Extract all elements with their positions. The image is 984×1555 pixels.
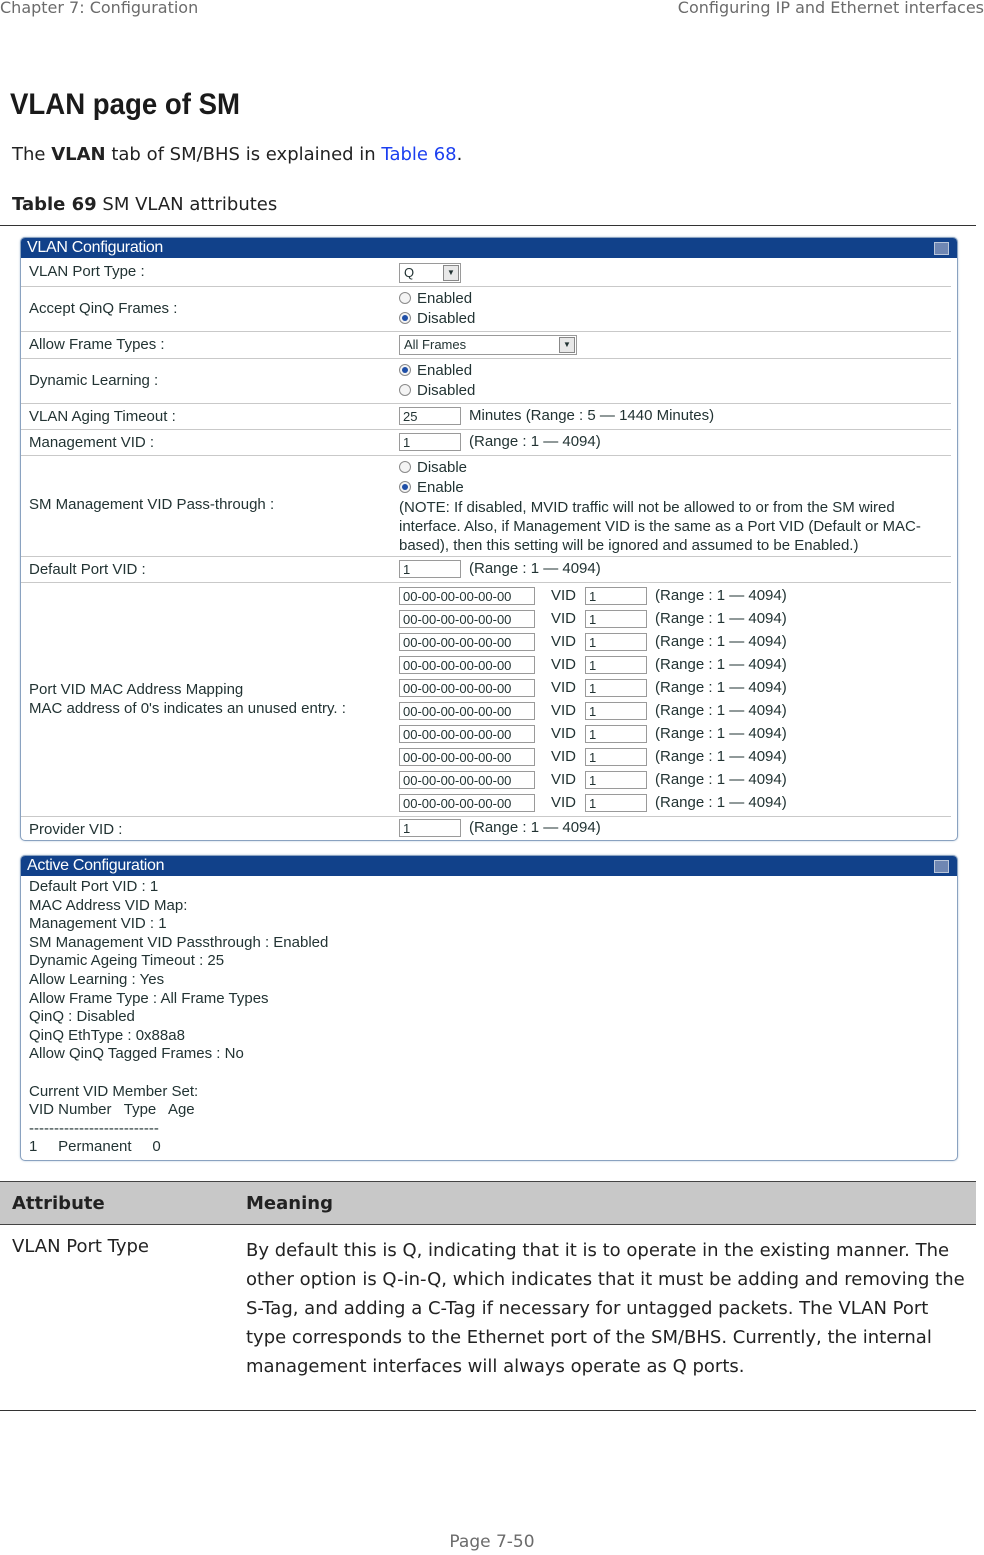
passthrough-disable-label: Disable <box>417 458 468 476</box>
row-dynamic-learning <box>21 359 951 404</box>
vid-range-hint: (Range : 1 — 4094) <box>655 610 787 627</box>
learning-enabled-label: Enabled <box>417 361 473 379</box>
port-type-value: Q <box>404 265 415 280</box>
intro-bold-vlan: VLAN <box>51 144 106 165</box>
mac-mapping-entry <box>399 745 787 768</box>
mac-address-input[interactable]: 00-00-00-00-00-00 <box>399 771 535 789</box>
vid-range-hint: (Range : 1 — 4094) <box>655 587 787 604</box>
vid-input[interactable]: 1 <box>585 794 647 812</box>
minimize-icon[interactable] <box>934 242 949 255</box>
minimize-icon[interactable] <box>934 860 949 873</box>
qinq-disabled-radio[interactable] <box>399 308 475 328</box>
attribute-cell: VLAN Port Type <box>12 1236 150 1257</box>
vid-range-hint: (Range : 1 — 4094) <box>655 794 787 811</box>
vid-label: VID <box>551 725 577 742</box>
vlan-panel-title-text: VLAN Configuration <box>27 239 164 256</box>
active-config-line: Allow QinQ Tagged Frames : No <box>29 1045 244 1063</box>
passthrough-disable-radio[interactable] <box>399 457 467 477</box>
mac-mapping-label <box>29 680 346 718</box>
table-caption <box>12 194 277 215</box>
row-qinq <box>21 287 951 332</box>
learning-disabled-radio[interactable] <box>399 380 475 400</box>
aging-timeout-input[interactable]: 25 <box>399 407 461 425</box>
vid-label: VID <box>551 587 577 604</box>
provider-vid-input[interactable]: 1 <box>399 819 461 837</box>
qinq-label: Accept QinQ Frames : <box>29 300 178 317</box>
active-config-line: Default Port VID : 1 <box>29 878 159 895</box>
mac-address-input[interactable]: 00-00-00-00-00-00 <box>399 633 535 651</box>
row-provider-vid <box>21 817 951 841</box>
mac-mapping-entry <box>399 768 787 791</box>
row-default-port-vid <box>21 557 951 583</box>
active-config-line: Management VID : 1 <box>29 915 167 933</box>
vid-input[interactable]: 1 <box>585 633 647 651</box>
vid-input[interactable]: 1 <box>585 656 647 674</box>
mac-mapping-entry <box>399 699 787 722</box>
aging-timeout-hint: Minutes (Range : 5 — 1440 Minutes) <box>469 407 715 424</box>
vid-range-hint: (Range : 1 — 4094) <box>655 633 787 650</box>
attribute-table-header <box>0 1181 976 1225</box>
port-type-label: VLAN Port Type : <box>29 263 145 280</box>
vid-input[interactable]: 1 <box>585 771 647 789</box>
qinq-disabled-label: Disabled <box>417 309 476 327</box>
mac-address-input[interactable]: 00-00-00-00-00-00 <box>399 679 535 697</box>
row-management-vid <box>21 430 951 456</box>
default-vid-label: Default Port VID : <box>29 561 146 578</box>
mac-mapping-entry <box>399 676 787 699</box>
vid-range-hint: (Range : 1 — 4094) <box>655 656 787 673</box>
mac-mapping-entry <box>399 653 787 676</box>
mac-address-input[interactable]: 00-00-00-00-00-00 <box>399 725 535 743</box>
active-config-line: MAC Address VID Map: <box>29 896 188 914</box>
active-configuration-panel <box>20 855 958 1161</box>
row-mac-mapping <box>21 583 951 817</box>
mac-address-input[interactable]: 00-00-00-00-00-00 <box>399 702 535 720</box>
frame-types-label: Allow Frame Types : <box>29 336 165 353</box>
active-config-line: QinQ : Disabled <box>29 1008 135 1026</box>
vid-range-hint: (Range : 1 — 4094) <box>655 725 787 742</box>
mac-mapping-label-line2: MAC address of 0's indicates an unused entry. : <box>29 700 346 717</box>
vid-label: VID <box>551 771 577 788</box>
intro-prefix: The <box>12 144 52 165</box>
vid-label: VID <box>551 794 577 811</box>
vid-range-hint: (Range : 1 — 4094) <box>655 702 787 719</box>
aging-timeout-label: VLAN Aging Timeout : <box>29 408 176 425</box>
row-passthrough <box>21 456 951 557</box>
vid-label: VID <box>551 702 577 719</box>
mac-mapping-entry <box>399 607 787 630</box>
mac-address-input[interactable]: 00-00-00-00-00-00 <box>399 794 535 812</box>
mac-mapping-label-line1: Port VID MAC Address Mapping <box>29 681 244 698</box>
vid-label: VID <box>551 679 577 696</box>
row-aging-timeout <box>21 404 951 430</box>
management-vid-label: Management VID : <box>29 434 155 451</box>
chevron-down-icon: ▼ <box>443 265 459 281</box>
vid-range-hint: (Range : 1 — 4094) <box>655 748 787 765</box>
management-vid-input[interactable]: 1 <box>399 433 461 451</box>
mac-address-input[interactable]: 00-00-00-00-00-00 <box>399 656 535 674</box>
chapter-header: Chapter 7: Configuration <box>0 0 199 17</box>
active-config-line: 1 Permanent 0 <box>29 1138 161 1156</box>
mac-address-input[interactable]: 00-00-00-00-00-00 <box>399 610 535 628</box>
intro-paragraph <box>12 144 462 165</box>
passthrough-label: SM Management VID Pass-through : <box>29 496 275 513</box>
active-config-line: Allow Frame Type : All Frame Types <box>29 989 269 1007</box>
default-vid-hint: (Range : 1 — 4094) <box>469 560 601 577</box>
active-config-line: Allow Learning : Yes <box>29 970 165 988</box>
port-type-select[interactable] <box>399 263 461 283</box>
learning-disabled-label: Disabled <box>417 381 476 399</box>
intro-suffix: . <box>456 144 463 165</box>
caption-text: SM VLAN attributes <box>96 194 278 215</box>
active-config-line: VID Number Type Age <box>29 1101 195 1119</box>
management-vid-hint: (Range : 1 — 4094) <box>469 433 601 450</box>
chevron-down-icon: ▼ <box>559 337 575 353</box>
vid-label: VID <box>551 633 577 650</box>
vid-input[interactable]: 1 <box>585 679 647 697</box>
top-rule <box>0 225 976 226</box>
active-config-line: SM Management VID Passthrough : Enabled <box>29 933 329 951</box>
default-vid-input[interactable]: 1 <box>399 560 461 578</box>
mac-mapping-entry <box>399 791 787 814</box>
intro-middle: tab of SM/BHS is explained in <box>105 144 382 165</box>
active-config-line: QinQ EthType : 0x88a8 <box>29 1026 185 1044</box>
attribute-column-header: Attribute <box>12 1193 105 1214</box>
frame-types-value: All Frames <box>404 337 467 352</box>
vid-range-hint: (Range : 1 — 4094) <box>655 771 787 788</box>
active-panel-title <box>21 856 957 876</box>
vid-range-hint: (Range : 1 — 4094) <box>655 679 787 696</box>
vid-input[interactable]: 1 <box>585 748 647 766</box>
provider-vid-hint: (Range : 1 — 4094) <box>469 819 601 836</box>
page-number: Page 7-50 <box>449 1532 535 1552</box>
mac-address-input[interactable]: 00-00-00-00-00-00 <box>399 748 535 766</box>
vid-label: VID <box>551 610 577 627</box>
caption-number: Table 69 <box>12 194 97 215</box>
active-config-line: Current VID Member Set: <box>29 1082 199 1100</box>
mac-mapping-entry <box>399 722 787 745</box>
active-panel-title-text: Active Configuration <box>27 857 165 874</box>
qinq-enabled-label: Enabled <box>417 289 473 307</box>
vlan-configuration-panel <box>20 237 958 841</box>
active-config-text <box>21 876 957 1159</box>
active-config-line <box>29 1064 949 1083</box>
vid-input[interactable]: 1 <box>585 587 647 605</box>
frame-types-select[interactable] <box>399 335 577 355</box>
meaning-cell: By default this is Q, indicating that it is to operate in the existing manner. The other option is Q-in-Q, which indicates that it must be adding and removing the S-Tag, and adding a C-Tag if necessary for untagged packets. The VLAN Port type corresponds to the Ethernet port of the SM/BHS. Currently, the internal management interfaces will always operate as Q ports. <box>246 1240 965 1377</box>
vid-input[interactable]: 1 <box>585 610 647 628</box>
table-68-link[interactable]: Table 68 <box>381 144 457 165</box>
learning-enabled-radio[interactable] <box>399 360 475 380</box>
section-header: Configuring IP and Ethernet interfaces <box>677 0 984 17</box>
vid-input[interactable]: 1 <box>585 725 647 743</box>
qinq-enabled-radio[interactable] <box>399 288 475 308</box>
dynamic-learning-label: Dynamic Learning : <box>29 372 159 389</box>
vid-input[interactable]: 1 <box>585 702 647 720</box>
vlan-panel-title <box>21 238 957 258</box>
mac-mapping-entry <box>399 630 787 653</box>
mac-mapping-entry <box>399 584 787 607</box>
vid-label: VID <box>551 748 577 765</box>
passthrough-note: (NOTE: If disabled, MVID traffic will not be allowed to or from the SM wired interface. Also, if Management VID is the same as a Port VID (Default or MAC-based), then this setting will be ignored and assumed to be Enabled.) <box>399 499 921 554</box>
mac-address-input[interactable]: 00-00-00-00-00-00 <box>399 587 535 605</box>
vid-label: VID <box>551 656 577 673</box>
passthrough-enable-radio[interactable] <box>399 477 467 497</box>
provider-vid-label: Provider VID : <box>29 821 123 838</box>
meaning-column-header: Meaning <box>246 1193 333 1214</box>
row-frame-types <box>21 332 951 359</box>
page-heading: VLAN page of SM <box>10 88 241 121</box>
active-config-line: Dynamic Ageing Timeout : 25 <box>29 952 225 970</box>
row-port-type <box>21 258 951 287</box>
active-config-line: -------------------------- <box>29 1119 159 1137</box>
table-row <box>0 1224 976 1411</box>
passthrough-enable-label: Enable <box>417 478 464 496</box>
